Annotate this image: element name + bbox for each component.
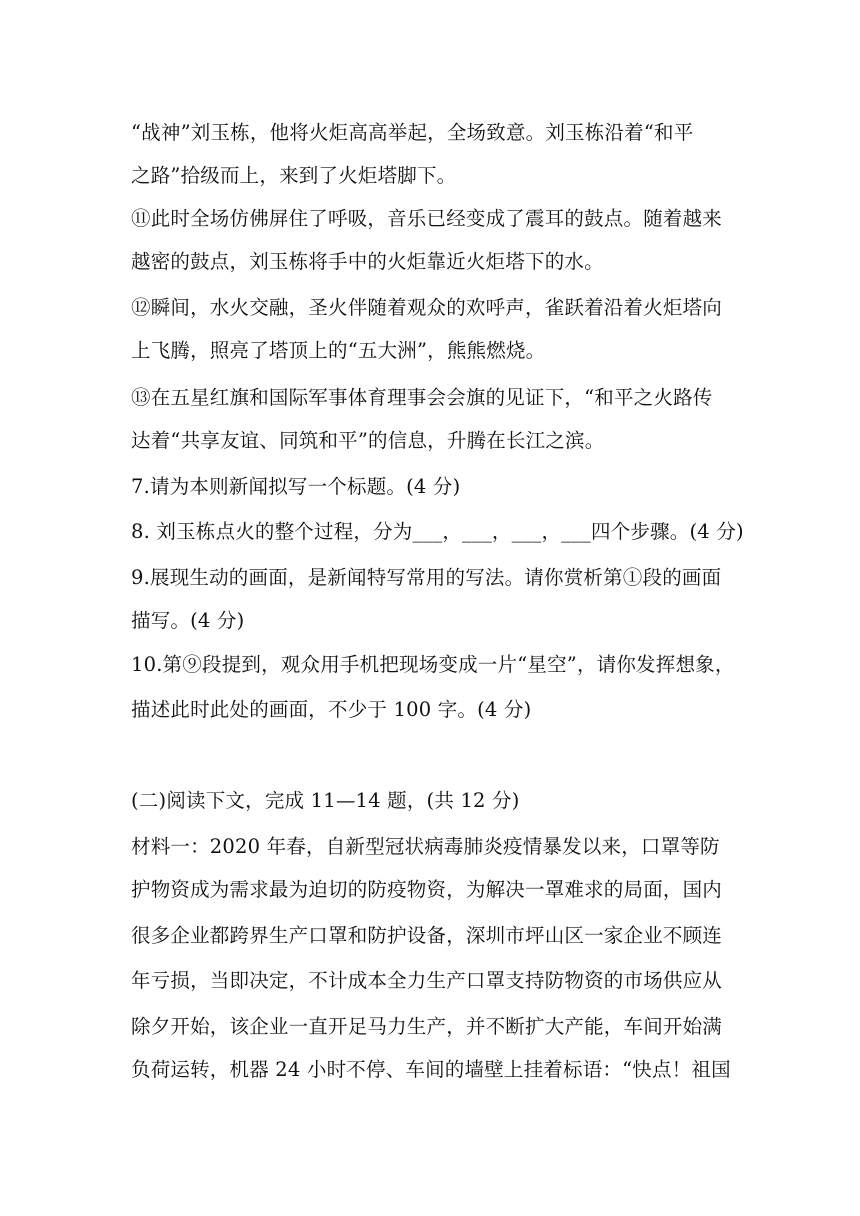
section-heading: (二)阅读下文，完成 11—14 题，(共 12 分) [131,789,520,812]
question-9-cont: 描写。(4 分) [131,609,245,632]
text-line: 年亏损，当即决定，不计成本全力生产口罩支持防物资的市场供应从 [131,969,723,992]
text-line: 上飞腾，照亮了塔顶上的“五大洲”，熊熊燃烧。 [131,339,546,362]
text-line: ⑫瞬间，水火交融，圣火伴随着观众的欢呼声，雀跃着沿着火炬塔向 [131,296,723,319]
text-line: 材料一：2020 年春，自新型冠状病毒肺炎疫情暴发以来，口罩等防 [131,835,720,858]
text-line: 达着“共享友谊、同筑和平”的信息，升腾在长江之滨。 [131,429,605,452]
text-line: 护物资成为需求最为迫切的防疫物资，为解决一罩难求的局面，国内 [131,878,723,901]
question-10: 10.第⑨段提到，观众用手机把现场变成一片“星空”，请你发挥想象， [131,653,735,676]
text-line: 越密的鼓点，刘玉栋将手中的火炬靠近火炬塔下的水。 [131,250,604,273]
question-10-cont: 描述此时此处的画面，不少于 100 字。(4 分) [131,698,532,721]
text-line: ⑪此时全场仿佛屏住了呼吸，音乐已经变成了震耳的鼓点。随着越来 [131,207,723,230]
question-8: 8. 刘玉栋点火的整个过程，分为___，___，___，___四个步骤。(4 分) [131,520,744,543]
text-line: “战神”刘玉栋，他将火炬高高举起，全场致意。刘玉栋沿着“和平 [131,121,694,144]
question-7: 7.请为本则新闻拟写一个标题。(4 分) [131,475,461,498]
text-line: 负荷运转，机器 24 小时不停、车间的墙壁上挂着标语：“快点！祖国 [131,1058,731,1081]
text-line: 除夕开始，该企业一直开足马力生产，并不断扩大产能，车间开始满 [131,1015,723,1038]
text-line: 之路”拾级而上，来到了火炬塔脚下。 [131,164,457,187]
question-9: 9.展现生动的画面，是新闻特写常用的写法。请你赏析第①段的画面 [131,566,722,589]
text-line: 很多企业都跨界生产口罩和防护设备，深圳市坪山区一家企业不顾连 [131,924,723,947]
text-line: ⑬在五星红旗和国际军事体育理事会会旗的见证下，“和平之火路传 [131,386,713,409]
